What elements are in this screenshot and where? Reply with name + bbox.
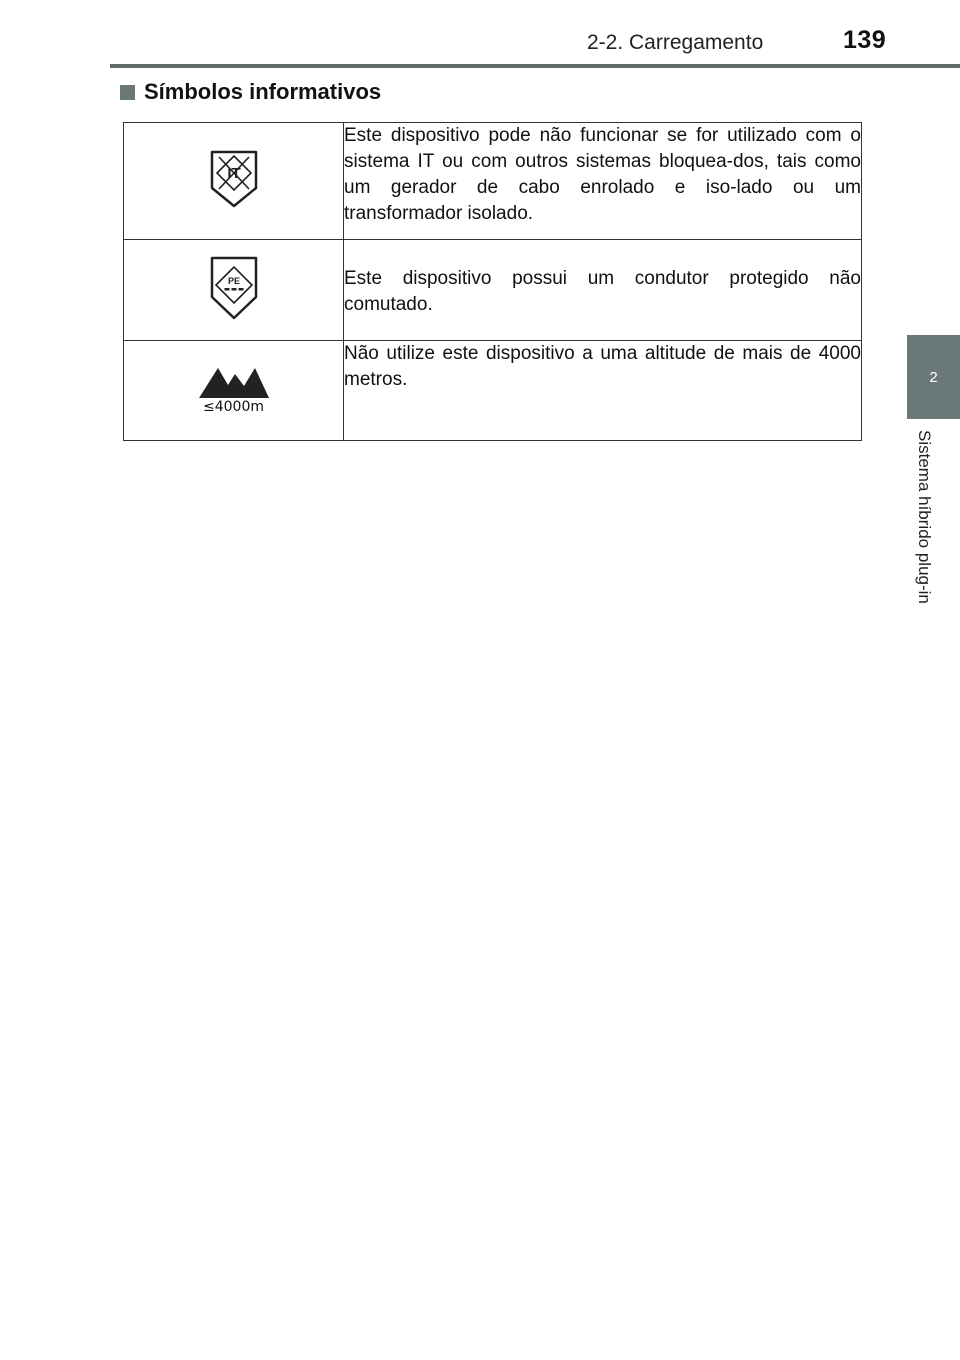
symbol-cell [124,123,344,240]
symbol-cell [124,341,344,441]
symbol-cell [124,240,344,341]
page-number: 139 [843,26,887,54]
symbol-description: Este dispositivo pode não funcionar se for utilizado com o sistema IT ou com outros sistemas bloquea-dos, tais como um gerador de cabo enrolado e iso-lado ou um transformador isolado. [344,123,862,240]
section-heading-text: Símbolos informativos [144,79,382,104]
square-bullet-icon [120,85,135,100]
table-row [124,341,862,441]
chapter-tab-number: 2 [929,368,938,386]
it-icon-label: IT [226,164,241,182]
header-divider [110,64,960,68]
table-row [124,240,862,341]
chapter-tab-label: Sistema híbrido plug-in [915,430,934,604]
chapter-tab [907,335,960,419]
it-system-shield-icon [209,148,259,210]
symbol-description: Não utilize este dispositivo a uma altitude de mais de 4000 metros. [344,341,862,441]
header-section-title: 2-2. Carregamento [587,31,764,54]
table-row [124,123,862,240]
altitude-mountain-icon [199,366,269,398]
symbols-table [123,122,862,441]
protective-earth-shield-icon [209,255,259,321]
section-heading [120,79,381,105]
altitude-limit-label: ≤4000m [203,399,264,415]
pe-icon-label: PE [227,275,240,286]
symbol-description: Este dispositivo possui um condutor protegido não comutado. [344,240,862,341]
